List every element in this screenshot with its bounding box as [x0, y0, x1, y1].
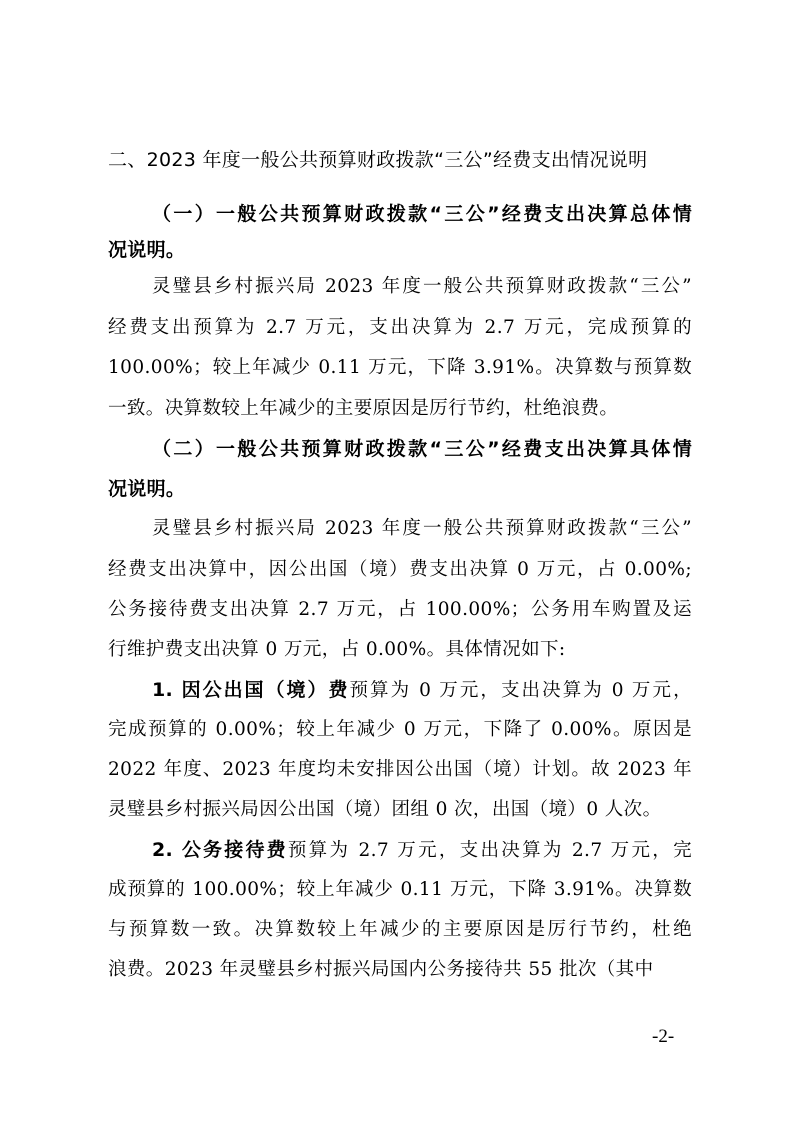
- subsection-1-paragraph-line: 经费支出预算为 2.7 万元，支出决算为 2.7 万元，完成预算的: [108, 317, 692, 338]
- subsection-2-paragraph-line: 经费支出决算中，因公出国（境）费支出决算 0 万元，占 0.00%;: [108, 559, 692, 580]
- subsection-1-paragraph-line: 灵璧县乡村振兴局 2023 年度一般公共预算财政拨款“三公”: [152, 276, 692, 297]
- subsection-2-paragraph-line: 行维护费支出决算 0 万元，占 0.00%。具体情况如下:: [108, 639, 566, 660]
- item-2-text: 预算为 2.7 万元，支出决算为 2.7 万元，完: [287, 840, 692, 861]
- item-1-line: 完成预算的 0.00%；较上年减少 0 万元，下降了 0.00%。原因是: [108, 719, 692, 740]
- item-1-line: 灵璧县乡村振兴局因公出国（境）团组 0 次，出国（境）0 人次。: [108, 799, 662, 820]
- item-1-text: 预算为 0 万元，支出决算为 0 万元，: [349, 680, 692, 701]
- subsection-2-title-line-1: （二）一般公共预算财政拨款“三公”经费支出决算具体情: [152, 438, 692, 460]
- item-2-label: 2. 公务接待费: [152, 839, 288, 861]
- section-title: 二、2023 年度一般公共预算财政拨款“三公”经费支出情况说明: [108, 149, 648, 171]
- item-1-line-1: [152, 673, 692, 707]
- subsection-1-paragraph-line: 一致。决算数较上年减少的主要原因是厉行节约，杜绝浪费。: [108, 398, 619, 419]
- subsection-2-paragraph-line: 灵璧县乡村振兴局 2023 年度一般公共预算财政拨款“三公”: [152, 518, 692, 539]
- subsection-1-title-line-1: （一）一般公共预算财政拨款“三公”经费支出决算总体情: [152, 203, 692, 225]
- subsection-1-paragraph-line: 100.00%；较上年减少 0.11 万元，下降 3.91%。决算数与预算数: [108, 357, 692, 378]
- item-1-line: 2022 年度、2023 年度均未安排因公出国（境）计划。故 2023 年: [108, 759, 692, 780]
- subsection-2-paragraph-line: 公务接待费支出决算 2.7 万元，占 100.00%；公务用车购置及运: [108, 599, 692, 620]
- item-2-line: 成预算的 100.00%；较上年减少 0.11 万元，下降 3.91%。决算数: [108, 879, 692, 900]
- page-number: -2-: [652, 1026, 675, 1047]
- item-2-line-1: [152, 833, 692, 867]
- subsection-1-title-line-2: 况说明。: [108, 239, 186, 261]
- item-1-label: 1. 因公出国（境）费: [152, 679, 350, 701]
- subsection-2-title-line-2: 况说明。: [108, 478, 186, 500]
- item-2-line: 浪费。2023 年灵璧县乡村振兴局国内公务接待共 55 批次（其中: [108, 959, 654, 980]
- item-2-line: 与预算数一致。决算数较上年减少的主要原因是厉行节约，杜绝: [108, 919, 692, 940]
